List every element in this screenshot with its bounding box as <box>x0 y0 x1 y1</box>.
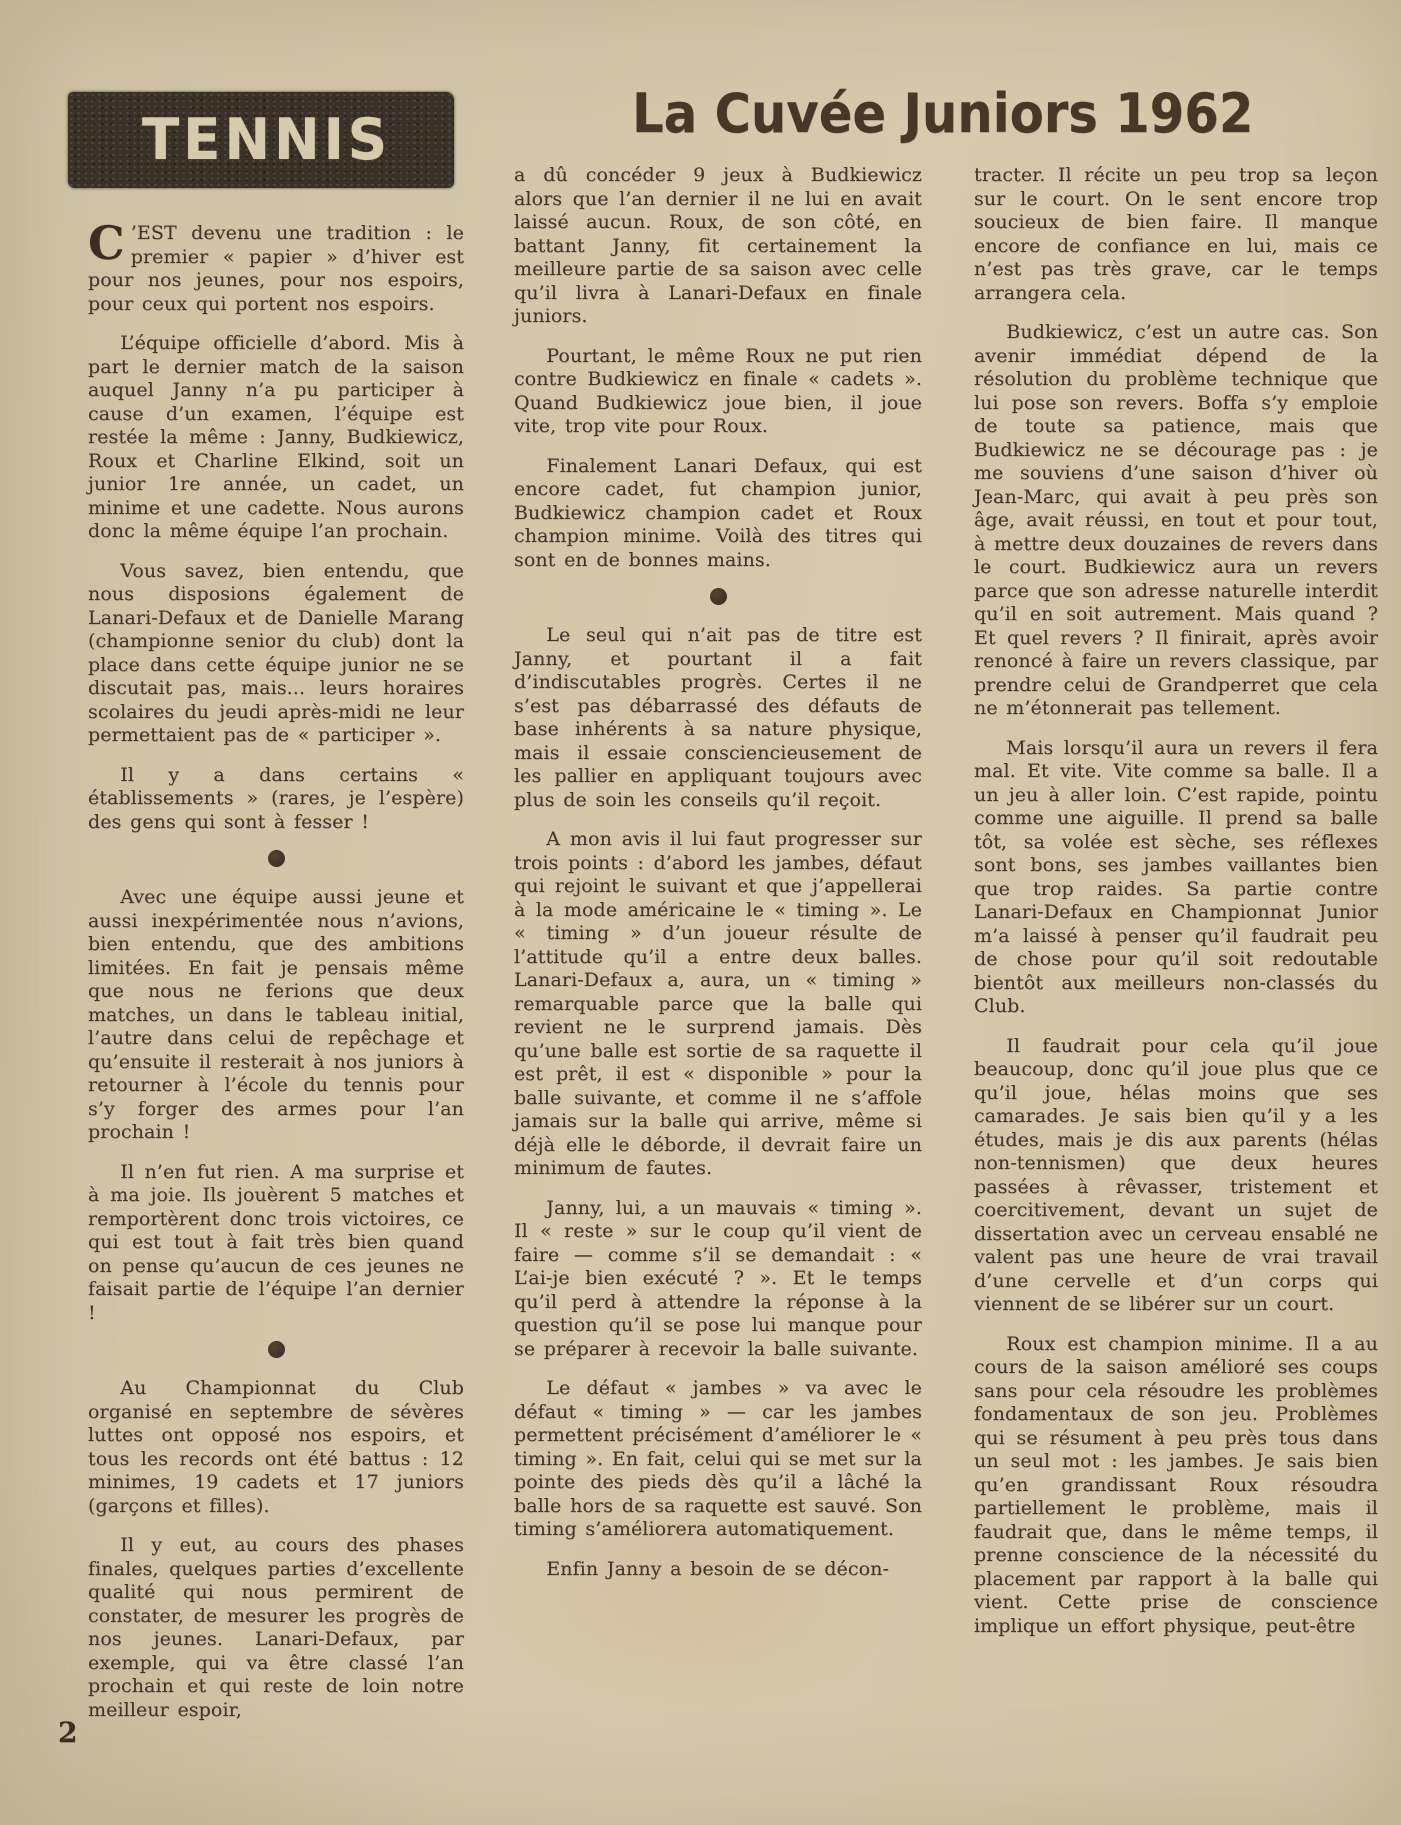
paragraph: Vous savez, bien entendu, que nous disposions également de Lanari-Defaux et de Danielle Marang (championne senior du club) dont la place dans cette équipe junior ne se discutait pas, mais... leurs horaires scolaires du jeudi après-midi ne leur permettaient pas de « participer ». <box>88 559 464 746</box>
paragraph: Avec une équipe aussi jeune et aussi inexpérimentée nous n’avions, bien entendu, que des ambitions limitées. En fait je pensais même que nous ne ferions que deux matches, un dans le tableau initial, l’autre dans celui de repêchage et qu’ensuite il resterait à nos juniors à retourner à l’école du tennis pour s’y forger des armes pour l’an prochain ! <box>88 886 464 1143</box>
paragraph: Mais lorsqu’il aura un revers il fera mal. Et vite. Vite comme sa balle. Il a un jeu à aller loin. C’est rapide, pointu comme une aiguille. Il prend sa balle tôt, sa volée est sèche, ses réflexes sont bons, ses jambes vaillantes bien que trop raides. Sa partie contre Lanari-Defaux en Championnat Junior m’a laissé à penser qu’il faudrait peu de chose pour qu’il soit redoutable bientôt aux meilleurs non-classés du Club. <box>974 736 1378 1017</box>
paragraph: L’équipe officielle d’abord. Mis à part le dernier match de la saison auquel Janny n’a pu participer à cause d’un examen, l’équipe est restée la même : Janny, Budkiewicz, Roux et Charline Elkind, soit un junior 1re année, un cadet, un minime et une cadette. Nous aurons donc la même équipe l’an prochain. <box>88 332 464 542</box>
paragraph: Il y a dans certains « établissements » (rares, je l’espère) des gens qui sont à fesser ! <box>88 763 464 833</box>
opening-paragraph-text: ’EST devenu une tradition : le premier « papier » d’hiver est pour nos jeunes, pour nos espoirs, pour ceux qui portent nos espoirs. <box>88 222 464 315</box>
paragraph: Au Championnat du Club organisé en septembre de sévères luttes ont opposé nos espoirs, et tous les records ont été battus : 12 minimes, 19 cadets et 17 juniors (garçons et filles). <box>88 1377 464 1517</box>
article-column-middle <box>514 164 922 1597</box>
paragraph: Janny, lui, a un mauvais « timing ». Il « reste » sur le coup qu’il vient de faire — comme s’il se demandait : « L’ai-je bien exécuté ? ». Et le temps qu’il perd à attendre la réponse à la question qu’il se pose lui manque pour se préparer à recevoir la balle suivante. <box>514 1196 922 1360</box>
paragraph: Le défaut « jambes » va avec le défaut « timing » — car les jambes permettent précisément d’améliorer le « timing ». En fait, celui qui se met sur la pointe des pieds dès qu’il a lâché la balle hors de sa raquette est sauvé. Son timing s’améliorera automatiquement. <box>514 1377 922 1540</box>
paragraph: a dû concéder 9 jeux à Budkiewicz alors que l’an dernier il ne lui en avait laissé aucun. Roux, de son côté, en battant Janny, fit certainement la meilleure partie de sa saison avec celle qu’il livra à Lanari-Defaux en finale juniors. <box>514 164 922 327</box>
paragraph: Pourtant, le même Roux ne put rien contre Budkiewicz en finale « cadets ». Quand Budkiewicz joue bien, il joue vite, trop vite pour Roux. <box>514 344 922 437</box>
separator-dot-icon <box>268 1341 285 1358</box>
paragraph: Enfin Janny a besoin de se décon- <box>546 1557 890 1580</box>
paragraph: Il n’en fut rien. A ma surprise et à ma joie. Ils jouèrent 5 matches et remportèrent donc trois victoires, ce qui est tout à fait très bien quand on pense qu’aucun de ces jeunes ne faisait partie de l’équipe l’an dernier ! <box>88 1160 464 1324</box>
section-banner-label: TENNIS <box>142 107 392 173</box>
paragraph: Budkiewicz, c’est un autre cas. Son avenir immédiat dépend de la résolution du problème technique que lui pose son revers. Boffa s’y emploie de toute sa patience, mais que Budkiewicz ne se décourage pas : je me souviens d’une saison d’hiver où Jean-Marc, qui avait à peu près son âge, avait réussi, en tout et pour tout, à mettre deux douzaines de revers dans le court. Budkiewicz aura un revers parce que son adresse naturelle interdit qu’il en soit autrement. Mais quand ? Et quel revers ? Il finirait, après avoir renoncé à faire un revers classique, par prendre celui de Grandperret que cela ne m’étonnerait pas tellement. <box>974 321 1378 719</box>
separator-dot-icon <box>268 850 285 867</box>
paragraph: Le seul qui n’ait pas de titre est Janny, et pourtant il a fait d’indiscutables progrès. Certes il ne s’est pas débarrassé des défauts de base inhérents à sa nature physique, mais il essaie consciencieusement de les pallier en appliquant toujours avec plus de soin les conseils qu’il reçoit. <box>514 624 922 811</box>
article-title: La Cuvée Juniors 1962 <box>632 82 1254 145</box>
page-number: 2 <box>58 1716 78 1749</box>
article-column-right <box>974 164 1378 1654</box>
paragraph: Il faudrait pour cela qu’il joue beaucoup, donc qu’il joue plus que ce qu’il joue, hélas moins que ses camarades. Je sais bien qu’il y a les études, mais je dis aux parents (hélas non-tennismen) que deux heures passées à rêvasser, tristement et coercitivement, devant un sujet de dissertation avec un cerveau ensablé ne valent pas une heure de vrai travail d’une cervelle et d’un corps qui viennent de se libérer sur un court. <box>974 1034 1378 1315</box>
opening-paragraph <box>88 216 464 316</box>
separator-dot-icon <box>710 588 727 605</box>
section-banner <box>68 92 454 188</box>
article-column-left <box>88 216 464 1738</box>
paragraph: Roux est champion minime. Il a au cours de la saison amélioré ses coups sans pour cela résoudre les problèmes fondamentaux de son jeu. Problèmes qui se résument à peu près tous dans un seul mot : les jambes. Je sais bien qu’en grandissant Roux résoudra partiellement le problème, mais il faudrait que, dans le même temps, il prenne conscience de la nécessité du placement par rapport à la balle qui vient. Cette prise de conscience implique un effort physique, peut-être <box>974 1332 1378 1637</box>
dropcap-letter: C <box>88 216 125 270</box>
paragraph: Finalement Lanari Defaux, qui est encore cadet, fut champion junior, Budkiewicz champion cadet et Roux champion minime. Voilà des titres qui sont en de bonnes mains. <box>514 454 922 571</box>
paragraph: tracter. Il récite un peu trop sa leçon sur le court. On le sent encore trop soucieux de bien faire. Il manque encore de confiance en lui, mais ce n’est pas très grave, car le temps arrangera cela. <box>974 164 1378 304</box>
paragraph: Il y eut, au cours des phases finales, quelques parties d’excellente qualité qui nous permirent de constater, de mesurer les progrès de nos jeunes. Lanari-Defaux, par exemple, qui va être classé l’an prochain et qui reste de loin notre meilleur espoir, <box>88 1534 464 1721</box>
paragraph: A mon avis il lui faut progresser sur trois points : d’abord les jambes, défaut qui rejoint le suivant et que j’appellerai à la mode américaine le « timing ». Le « timing » d’un joueur résulte de l’attitude qu’il a entre deux balles. Lanari-Defaux a, aura, un « timing » remarquable parce que la balle qui revient ne le surprend jamais. Dès qu’une balle est sortie de sa raquette il est prêt, il est « disponible » pour la balle suivante, et comme il ne s’affole jamais sur la balle qui arrive, même si déjà elle le déborde, il devrait faire un minimum de fautes. <box>514 828 922 1179</box>
